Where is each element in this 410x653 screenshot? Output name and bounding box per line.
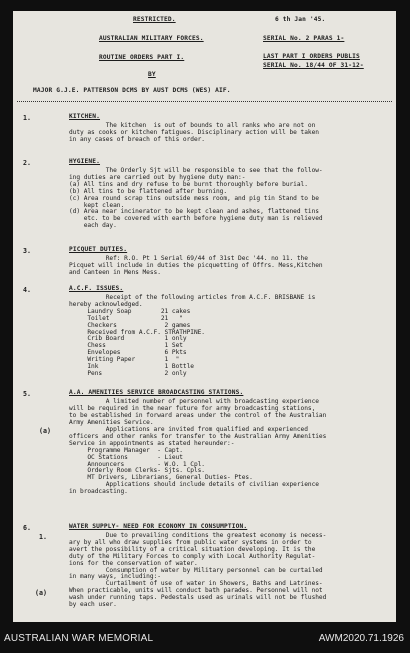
section-4-heading: A.C.F. ISSUES. xyxy=(69,285,124,292)
section-2-body: The Orderly Sjt will be responsible to see that the follow- ing duties are carried out by hygiene duty man:- (a) All tins and dry refuse to be burnt thoroughly before burial. (b) All tins to be flattened after burning. (c) Area round scrap tins outside mess room, and pig tin Stand to be kept clean. (d) Area near incinerator to be kept clean and ashes, flattened tins etc. to be covered with earth before hygiene duty man is relieved each day. xyxy=(69,167,323,230)
section-3-heading: PICQUET DUTIES. xyxy=(69,246,128,253)
section-6-heading: WATER SUPPLY- NEED FOR ECONOMY IN CONSUMPTION. xyxy=(69,523,248,530)
section-2-number: 2. xyxy=(23,159,31,167)
classification: RESTRICTED. xyxy=(133,16,176,23)
section-1-number: 1. xyxy=(23,114,31,122)
section-5a-body: Applications are invited from qualified and experienced officers and other ranks for transfer to the Australian Army Amenities Service in appointments as stated hereunder:- Programme Manager - Capt. OC Stations - Lieut Announcers - W.O. 1 Cpl. Orderly Room Clerks- Sjts. Cpls. MT Drivers, Librarians, General Duties- Ptes. Applications should include details of civilian experience in broadcasting. xyxy=(69,426,327,496)
by-label: BY xyxy=(148,71,156,78)
section-3-number: 3. xyxy=(23,247,31,255)
section-6-body: Due to prevailing conditions the greatest economy is necess- ary by all who draw supplies from public water systems in order to avert the possibility of a critical situation developing. It is the duty of the Military Forces to comply with Local Authority Regulat- ions for the conservation of water. Consumption of water by Military personnel can be curtailed in many ways, including:- Curtailment of use of water in Showers, Baths and Latrines- When practicable, units will conduct bath parades. Personnel will not wash under running taps. Pedestals used as urinals will not be flushed by each user. xyxy=(69,532,327,609)
section-6a-number: (a) xyxy=(35,589,47,597)
section-5-body: A limited number of personnel with broadcasting experience will be required in the near future for army broadcasting stations, to be established in forward areas under the control of the Australian Army Amenities Service. xyxy=(69,398,327,426)
section-6-number: 6. xyxy=(23,524,31,532)
section-1-body: The kitchen is out of bounds to all ranks who are not on duty as cooks or kitchen fatigues. Disciplinary action will be taken in any cases of breach of this order. xyxy=(69,122,319,143)
archive-reference: AWM2020.71.1926 xyxy=(318,633,404,644)
section-5-number: 5. xyxy=(23,390,31,398)
by-line: MAJOR G.J.E. PATTERSON DCMS BY AUST DCMS (WES) AIF. xyxy=(33,87,231,94)
document-page xyxy=(13,11,396,622)
last-part-orders: LAST PART I ORDERS PUBLIS xyxy=(263,53,360,60)
section-6-subnumber: 1. xyxy=(39,533,47,541)
serial-number: SERIAL No. 2 PARAS 1- xyxy=(263,35,345,42)
section-5a-number: (a) xyxy=(39,427,51,435)
section-4-body: Receipt of the following articles from A.C.F. BRISBANE is hereby acknowledged. Laundry Soap 21 cakes Toilet 21 " Checkers 2 games Received from A.C.F. STRATHPINE. Crib Board 1 only Chess 1 Set Envelopes 6 Pkts Writing Paper 1 " Ink 1 Bottle Pens 2 only xyxy=(69,294,316,377)
order-date: 6 th Jan '45. xyxy=(275,16,326,23)
section-2-heading: HYGIENE. xyxy=(69,158,101,165)
section-1-heading: KITCHEN. xyxy=(69,113,101,120)
archive-footer xyxy=(0,623,410,653)
formation: AUSTRALIAN MILITARY FORCES. xyxy=(99,35,204,42)
section-3-body: Ref: R.O. Pt 1 Serial 69/44 of 31st Dec '44. no 11. the Picquet will include in duties the picquetting of Offrs. Mess,Kitchen and Canteen in Mens Mess. xyxy=(69,255,323,276)
section-5-heading: A.A. AMENITIES SERVICE BROADCASTING STATIONS. xyxy=(69,389,244,396)
orders-title: ROUTINE ORDERS PART I. xyxy=(99,54,185,61)
section-4-number: 4. xyxy=(23,286,31,294)
header-divider xyxy=(17,101,392,102)
last-serial: SERIAL No. 18/44 OF 31-12- xyxy=(263,62,364,69)
archive-name: AUSTRALIAN WAR MEMORIAL xyxy=(4,633,154,644)
